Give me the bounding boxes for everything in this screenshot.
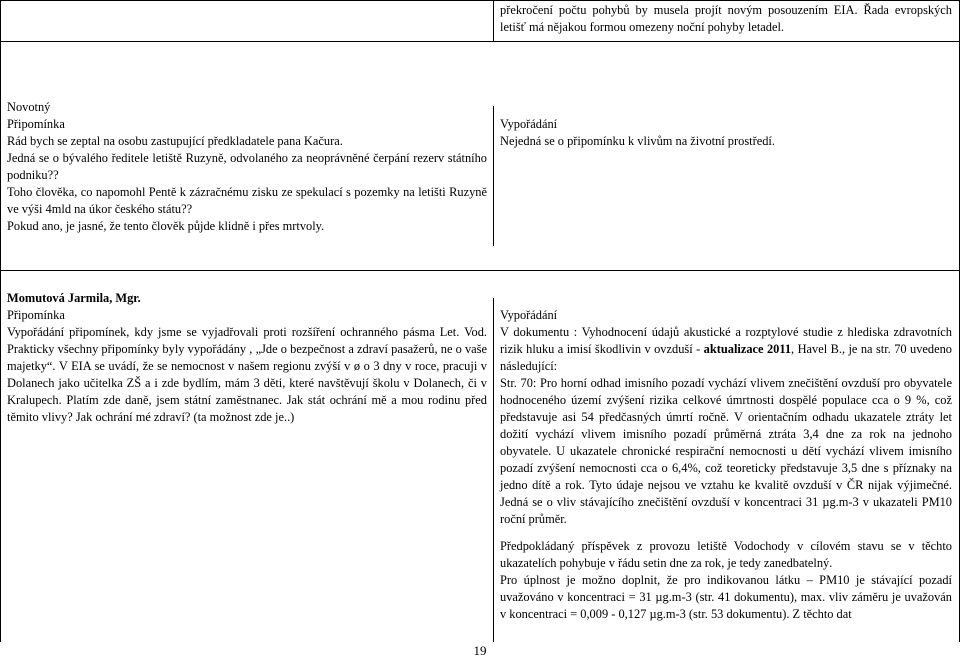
top-right-continuation [500,2,952,36]
column-divider [493,106,494,246]
row-separator [0,270,960,271]
comment-line: Pokud ano, je jasné, že tento člověk půjde klidně i přes mrtvoly. [7,219,325,233]
response-text: Nejedná se o připomínku k vlivům na životní prostředí. [500,134,775,148]
comment-line: Rád bych se zeptal na osobu zastupující předkladatele pana Kačura. [7,134,343,148]
column-divider [493,0,494,42]
response-text: , Havel B., je na str. 70 uvedeno následující: [500,342,952,373]
response-heading: Vypořádání [500,117,558,131]
comment-heading: Připomínka [7,308,65,322]
top-right-text: překročení počtu pohybů by musela projít novým posouzením EIA. Řada evropských letišť má nějakou formou omezeny noční pohyby letadel. [500,3,952,34]
comment-line: Jedná se o bývalého ředitele letiště Ruzyně, odvolaného za neoprávněné čerpání rezerv státního podniku?? [7,151,487,182]
commenter-name: Novotný [7,100,51,114]
response-paragraph [500,324,952,375]
response-paragraph: Předpokládaný příspěvek z provozu letiště Vodochody v cílovém stavu se v těchto ukazatelích pohybuje v řádu setin dne za rok, je tedy zanedbatelný. [500,539,952,570]
comment-text: Vypořádání připomínek, kdy jsme se vyjadřovali proti rozšíření ochranného pásma Let. Vod. Prakticky všechny připomínky byly vypořádány , „Jde o bezpečnost a zdraví pasažerů, ne o vaše majetky“. V EIA se uvádí, že se nemocnost v našem regionu zvýší v ø o 3 dny v roce, pracuji v Dolanech jako učitelka ZŠ a i zde bydlím, mám 3 děti, které navštěvují školu v Dolanech, či v Kralupech. Platím zde daně, jsem státní zaměstnanec. Jak stát ochrání mě a mou rodinu před těmito vlivy? Jak ochrání mé zdraví? (ta možnost zde je..) [7,325,487,424]
response-paragraph: Pro úplnost je možno doplnit, že pro indikovanou látku – PM10 je stávající pozadí uvažováno v koncentraci = 31 µg.m-3 (str. 41 dokumentu), max. vliv záměru je uvažován v koncentraci = 0,009 - 0,127 µg.m-3 (str. 53 dokumentu). Z těchto dat [500,573,952,621]
response-text: V dokumentu : Vyhodnocení údajů akustické a rozptylové studie z hlediska zdravotních rizik hluku a imisí škodlivin v ovzduší - [500,325,952,356]
response-heading: Vypořádání [500,308,558,322]
momutova-response [500,307,952,623]
novotny-section [7,99,487,235]
momutova-section [7,290,487,426]
row-separator [0,41,960,42]
commenter-name: Momutová Jarmila, Mgr. [7,291,141,305]
column-divider [493,298,494,642]
response-paragraph: Str. 70: Pro horní odhad imisního pozadí vychází vlivem znečištění ovzduší pro obyvatele hodnoceného území zvýšení rizika celkové úmrtnosti dospělé populace cca o 9 %, což představuje asi 54 předčasných úmrtí ročně. V orientačním odhadu ukazatele ztráty let dožití vychází vlivem imisního pozadí průměrná ztráta 3,4 dne za rok na jednoho obyvatele. U ukazatele chronické respirační nemocnosti u dětí vychází vlivem imisního pozadí zvýšení nemocnosti cca o 6,4%, což teoreticky představuje 3,5 dne s příznaky na jedno dítě a rok. Tyto údaje nejsou ve vztahu ke kvalitě ovzduší v ČR nijak výjimečné. Jedná se o vliv stávajícího znečištění ovzduší v koncentraci 31 µg.m-3 v ukazateli PM10 roční průměr. [500,376,952,526]
comment-line: Toho člověka, co napomohl Pentě k zázračnému zisku ze spekulací s pozemky na letišti Ruzyně ve výši 4mld na úkor českého státu?? [7,185,487,216]
novotny-response [500,116,952,150]
table-left-border [0,0,1,642]
response-bold-text: aktualizace 2011 [703,342,792,356]
comment-heading: Připomínka [7,117,65,131]
page-number: 19 [473,643,487,658]
table-top-border [0,0,960,1]
